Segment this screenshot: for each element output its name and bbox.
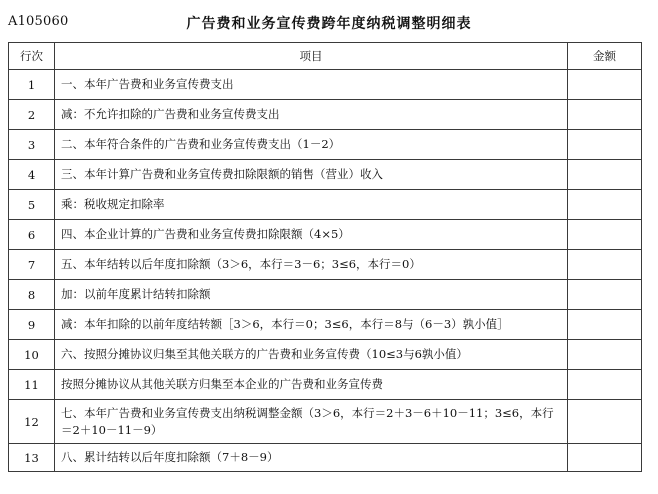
row-item: 五、本年结转以后年度扣除额（3＞6，本行＝3－6；3≤6，本行＝0）: [55, 250, 568, 280]
row-item: 乘：税收规定扣除率: [55, 190, 568, 220]
row-number: 10: [9, 340, 55, 370]
amount-cell[interactable]: [568, 400, 642, 444]
table-row: [9, 370, 642, 400]
table-row: [9, 220, 642, 250]
table-row: [9, 190, 642, 220]
form-code: A105060: [8, 14, 69, 29]
row-number: 4: [9, 160, 55, 190]
row-item: 八、累计结转以后年度扣除额（7＋8－9）: [55, 444, 568, 472]
row-item: 减：本年扣除的以前年度结转额［3＞6，本行＝0；3≤6，本行＝8与（6－3）孰小值］: [55, 310, 568, 340]
table-row: [9, 250, 642, 280]
row-item: 七、本年广告费和业务宣传费支出纳税调整金额（3＞6，本行＝2＋3－6＋10－11；3≤6，本行＝2＋10－11－9）: [55, 400, 568, 444]
amount-cell[interactable]: [568, 160, 642, 190]
row-item: 三、本年计算广告费和业务宣传费扣除限额的销售（营业）收入: [55, 160, 568, 190]
row-item: 六、按照分摊协议归集至其他关联方的广告费和业务宣传费（10≤3与6孰小值）: [55, 340, 568, 370]
form-title: 广告费和业务宣传费跨年度纳税调整明细表: [186, 16, 472, 32]
amount-cell[interactable]: [568, 220, 642, 250]
row-number: 9: [9, 310, 55, 340]
row-number: 1: [9, 70, 55, 100]
table-row: [9, 130, 642, 160]
table-row: [9, 100, 642, 130]
amount-cell[interactable]: [568, 70, 642, 100]
table-header-row: [9, 43, 642, 70]
row-number: 13: [9, 444, 55, 472]
row-item: 四、本企业计算的广告费和业务宣传费扣除限额（4×5）: [55, 220, 568, 250]
table-row: [9, 340, 642, 370]
row-number: 12: [9, 400, 55, 444]
amount-cell[interactable]: [568, 370, 642, 400]
row-item: 减：不允许扣除的广告费和业务宣传费支出: [55, 100, 568, 130]
adjustment-table: [8, 42, 642, 472]
header-item: 项目: [55, 43, 568, 70]
row-number: 11: [9, 370, 55, 400]
amount-cell[interactable]: [568, 250, 642, 280]
row-number: 8: [9, 280, 55, 310]
row-number: 6: [9, 220, 55, 250]
table-row: [9, 280, 642, 310]
row-item: 加：以前年度累计结转扣除额: [55, 280, 568, 310]
header-amount: 金额: [568, 43, 642, 70]
row-item: 一、本年广告费和业务宣传费支出: [55, 70, 568, 100]
row-item: 按照分摊协议从其他关联方归集至本企业的广告费和业务宣传费: [55, 370, 568, 400]
row-number: 5: [9, 190, 55, 220]
table-row: [9, 400, 642, 444]
amount-cell[interactable]: [568, 444, 642, 472]
row-item: 二、本年符合条件的广告费和业务宣传费支出（1－2）: [55, 130, 568, 160]
table-row: [9, 310, 642, 340]
amount-cell[interactable]: [568, 340, 642, 370]
amount-cell[interactable]: [568, 100, 642, 130]
amount-cell[interactable]: [568, 280, 642, 310]
table-row: [9, 70, 642, 100]
row-number: 3: [9, 130, 55, 160]
row-number: 2: [9, 100, 55, 130]
amount-cell[interactable]: [568, 130, 642, 160]
table-row: [9, 160, 642, 190]
header-row-no: 行次: [9, 43, 55, 70]
table-row: [9, 444, 642, 472]
row-number: 7: [9, 250, 55, 280]
amount-cell[interactable]: [568, 310, 642, 340]
amount-cell[interactable]: [568, 190, 642, 220]
